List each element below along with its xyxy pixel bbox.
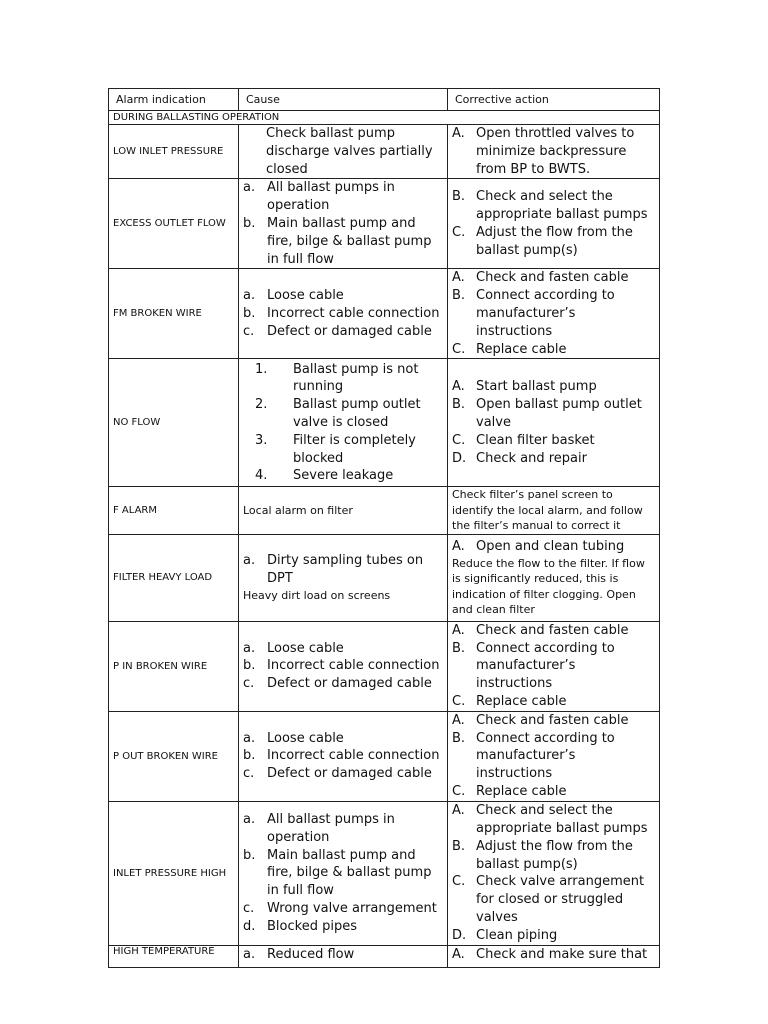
cause-list	[243, 640, 443, 693]
item-text: Adjust the flow from the ballast pump(s)	[476, 224, 633, 258]
item-text: Replace cable	[476, 341, 567, 357]
item-marker: B.	[452, 288, 466, 304]
item-marker: a.	[243, 812, 256, 828]
section-title: DURING BALLASTING OPERATION	[109, 111, 660, 125]
item-text: Start ballast pump	[476, 379, 597, 395]
item-marker: B.	[452, 640, 466, 656]
item-text: Incorrect cable connection	[267, 748, 440, 764]
action-cell	[448, 487, 660, 535]
item-marker: 1.	[255, 361, 268, 377]
table-row	[109, 487, 660, 535]
item-text: Open throttled valves to minimize backpressure from BP to BWTS.	[476, 126, 635, 177]
cause-note: Heavy dirt load on screens	[243, 588, 391, 602]
table-row	[109, 945, 660, 967]
cause-list	[243, 361, 443, 486]
cause-list	[243, 287, 443, 340]
item-text: Open and clean tubing	[476, 538, 625, 554]
item-marker: a.	[243, 180, 256, 196]
item-marker: c.	[243, 901, 255, 917]
action-list	[452, 538, 655, 556]
item-text: Check valve arrangement for closed or struggled valves	[476, 874, 645, 925]
list-item	[243, 323, 443, 341]
list-item	[452, 712, 655, 730]
alarm-cell: F ALARM	[109, 487, 239, 535]
action-list	[452, 712, 655, 801]
item-text: Open ballast pump outlet valve	[476, 397, 642, 430]
list-item	[243, 305, 443, 323]
list-item	[452, 287, 655, 340]
cause-cell	[239, 801, 448, 945]
item-marker: C.	[452, 341, 466, 357]
cause-cell	[239, 359, 448, 487]
item-text: Main ballast pump and fire, bilge & ballast pump in full flow	[267, 215, 432, 267]
item-text: Defect or damaged cable	[267, 676, 432, 692]
item-marker: B.	[452, 397, 466, 413]
alarm-cell: INLET PRESSURE HIGH	[109, 801, 239, 945]
item-marker: A.	[452, 946, 465, 962]
item-marker: a.	[243, 553, 256, 569]
item-text: Check and select the appropriate ballast pumps	[476, 803, 648, 836]
table-row	[109, 125, 660, 179]
cause-text: Check ballast pump discharge valves partially closed	[266, 126, 433, 177]
list-item	[452, 640, 655, 693]
list-item	[452, 730, 655, 783]
header-alarm-indication: Alarm indication	[109, 89, 239, 111]
item-text: Clean filter basket	[476, 432, 595, 448]
item-text: Connect according to manufacturer’s instructions	[476, 730, 615, 782]
item-text: Check and make sure that	[476, 946, 648, 962]
item-marker: b.	[243, 215, 256, 231]
item-marker: C.	[452, 784, 466, 800]
item-text: Incorrect cable connection	[267, 658, 440, 674]
list-item	[243, 640, 443, 658]
list-item	[243, 361, 443, 397]
item-text: Replace cable	[476, 784, 567, 800]
list-item	[243, 657, 443, 675]
alarm-cell: FM BROKEN WIRE	[109, 269, 239, 359]
table-row	[109, 801, 660, 945]
section-row	[109, 111, 660, 125]
list-item	[452, 432, 655, 450]
list-item	[243, 396, 443, 432]
list-item	[243, 730, 443, 748]
item-marker: a.	[243, 288, 256, 304]
list-item	[243, 675, 443, 693]
alarm-cell: FILTER HEAVY LOAD	[109, 534, 239, 621]
item-text: Filter is completely blocked	[293, 432, 416, 466]
action-cell	[448, 359, 660, 487]
list-item	[452, 450, 655, 468]
list-item	[452, 378, 655, 396]
list-item	[243, 847, 443, 900]
list-item	[243, 811, 443, 847]
action-cell	[448, 534, 660, 621]
item-marker: b.	[243, 847, 256, 863]
item-text: Check and repair	[476, 450, 587, 466]
list-item	[243, 747, 443, 765]
list-item	[452, 538, 655, 556]
item-marker: D.	[452, 450, 467, 466]
action-cell	[448, 621, 660, 711]
cause-cell	[239, 621, 448, 711]
item-text: Loose cable	[267, 640, 344, 656]
action-note: Reduce the flow to the filter. If flow is significantly reduced, this is indication of filter clogging. Open and clean filter	[452, 556, 645, 617]
item-marker: A.	[452, 712, 465, 728]
list-item	[452, 802, 655, 838]
table-row	[109, 179, 660, 269]
item-text: Check and select the appropriate ballast pumps	[476, 189, 648, 223]
item-marker: A.	[452, 803, 465, 819]
action-cell	[448, 125, 660, 179]
action-list	[452, 802, 655, 944]
header-corrective-action: Corrective action	[448, 89, 660, 111]
action-cell	[448, 945, 660, 967]
cause-list	[243, 179, 443, 268]
list-item	[243, 179, 443, 215]
item-marker: a.	[243, 640, 256, 656]
item-marker: d.	[243, 918, 256, 934]
item-text: Clean piping	[476, 927, 558, 943]
item-text: Incorrect cable connection	[267, 305, 440, 321]
action-cell	[448, 179, 660, 269]
item-marker: 2.	[255, 397, 268, 413]
item-text: Main ballast pump and fire, bilge & ballast pump in full flow	[267, 847, 432, 899]
table-row	[109, 359, 660, 487]
item-text: Defect or damaged cable	[267, 766, 432, 782]
item-marker: A.	[452, 270, 465, 286]
item-marker: B.	[452, 730, 466, 746]
table-row	[109, 711, 660, 801]
table-header-row	[109, 89, 660, 111]
item-text: Defect or damaged cable	[267, 323, 432, 339]
cause-text: Local alarm on filter	[243, 503, 353, 517]
list-item	[452, 125, 655, 178]
item-marker: c.	[243, 323, 255, 339]
list-item	[243, 552, 443, 588]
item-text: All ballast pumps in operation	[267, 180, 395, 214]
item-text: Replace cable	[476, 694, 567, 710]
alarm-cell: HIGH TEMPERATURE	[109, 945, 239, 967]
action-list	[452, 188, 655, 259]
action-list	[452, 622, 655, 711]
item-text: Check and fasten cable	[476, 270, 629, 286]
cause-cell	[239, 945, 448, 967]
item-text: Connect according to manufacturer’s instructions	[476, 288, 615, 339]
alarm-cell: LOW INLET PRESSURE	[109, 125, 239, 179]
item-marker: B.	[452, 838, 466, 854]
cause-cell	[239, 534, 448, 621]
list-item	[452, 783, 655, 801]
table-row	[109, 621, 660, 711]
cause-cell	[239, 125, 448, 179]
list-item	[452, 396, 655, 432]
list-item	[452, 269, 655, 287]
item-marker: C.	[452, 874, 466, 890]
action-list	[452, 946, 655, 964]
item-text: Adjust the flow from the ballast pump(s)	[476, 838, 633, 872]
action-cell	[448, 711, 660, 801]
list-item	[243, 432, 443, 468]
alarm-cell: EXCESS OUTLET FLOW	[109, 179, 239, 269]
item-text: Loose cable	[267, 288, 344, 304]
item-marker: A.	[452, 126, 465, 141]
item-marker: C.	[452, 224, 466, 240]
item-marker: b.	[243, 305, 256, 321]
item-marker: A.	[452, 622, 465, 638]
item-marker: C.	[452, 432, 466, 448]
list-item	[452, 838, 655, 874]
list-item	[452, 188, 655, 224]
item-text: Loose cable	[267, 730, 344, 746]
item-text: Check and fasten cable	[476, 622, 629, 638]
list-item	[243, 946, 443, 964]
item-marker: c.	[243, 676, 255, 692]
list-item	[452, 693, 655, 711]
action-text: Check filter’s panel screen to identify the local alarm, and follow the filter’s manual to correct it	[452, 488, 643, 533]
cause-cell	[239, 179, 448, 269]
item-text: Ballast pump is not running	[293, 361, 419, 395]
item-marker: D.	[452, 927, 467, 943]
alarm-troubleshooting-table	[108, 88, 660, 968]
item-text: Connect according to manufacturer’s instructions	[476, 640, 615, 692]
cause-cell	[239, 269, 448, 359]
action-list	[452, 378, 655, 467]
item-marker: a.	[243, 730, 256, 746]
list-item	[452, 622, 655, 640]
item-text: Blocked pipes	[267, 918, 357, 934]
cause-list	[243, 730, 443, 783]
action-list	[452, 125, 655, 178]
cause-cell	[239, 487, 448, 535]
alarm-cell: P IN BROKEN WIRE	[109, 621, 239, 711]
item-marker: 3.	[255, 432, 268, 448]
action-cell	[448, 269, 660, 359]
item-marker: b.	[243, 748, 256, 764]
list-item	[243, 765, 443, 783]
list-item	[243, 918, 443, 936]
item-text: All ballast pumps in operation	[267, 812, 395, 845]
table-row	[109, 269, 660, 359]
header-cause: Cause	[239, 89, 448, 111]
list-item	[452, 946, 655, 964]
item-marker: A.	[452, 379, 465, 395]
cause-list	[243, 811, 443, 936]
item-marker: A.	[452, 538, 465, 554]
item-text: Dirty sampling tubes on DPT	[267, 553, 424, 586]
action-list	[452, 269, 655, 358]
action-cell	[448, 801, 660, 945]
cause-cell	[239, 711, 448, 801]
item-marker: B.	[452, 189, 466, 205]
item-text: Wrong valve arrangement	[267, 901, 437, 917]
list-item	[452, 341, 655, 359]
item-text: Severe leakage	[293, 468, 394, 484]
list-item	[243, 900, 443, 918]
item-text: Ballast pump outlet valve is closed	[293, 397, 421, 430]
list-item	[243, 215, 443, 268]
list-item	[452, 224, 655, 260]
alarm-cell: NO FLOW	[109, 359, 239, 487]
item-text: Reduced flow	[267, 946, 355, 962]
alarm-cell: P OUT BROKEN WIRE	[109, 711, 239, 801]
list-item	[243, 467, 443, 485]
list-item	[452, 927, 655, 945]
item-text: Check and fasten cable	[476, 712, 629, 728]
item-marker: 4.	[255, 468, 268, 484]
list-item	[243, 287, 443, 305]
item-marker: C.	[452, 694, 466, 710]
item-marker: a.	[243, 946, 256, 962]
item-marker: b.	[243, 658, 256, 674]
table-row	[109, 534, 660, 621]
cause-list	[243, 552, 443, 588]
item-marker: c.	[243, 766, 255, 782]
list-item	[452, 873, 655, 926]
cause-list	[243, 946, 443, 964]
